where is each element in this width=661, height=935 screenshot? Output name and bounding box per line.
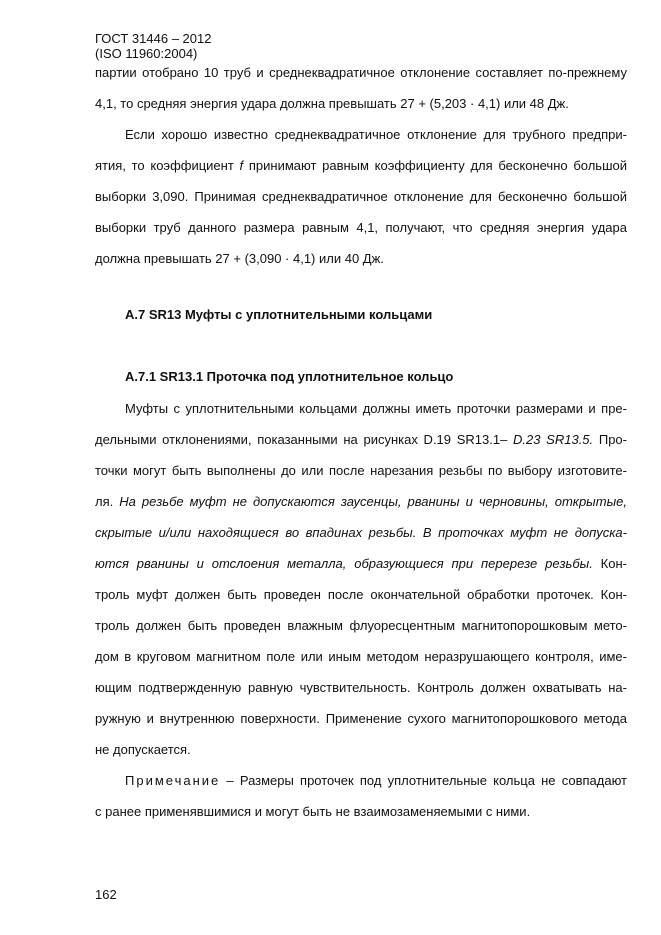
text-segment: – Размеры проточек под уплотнительные кольца не совпадают [220, 773, 627, 788]
text-line: ющим подтвержденную равную чувствительность. Контроль должен охватывать на- [95, 680, 627, 695]
paragraph-known-deviation [95, 119, 627, 274]
text-line: ружную и внутреннюю поверхности. Применение сухого магнитопорошкового метода [95, 711, 627, 726]
text-line: выборки 3,090. Принимая среднеквадратичное отклонение для бесконечно большой [95, 189, 627, 204]
section-heading-a7: А.7 SR13 Муфты с уплотнительными кольцами [125, 307, 433, 322]
text-line [95, 150, 627, 181]
text-line: не допускается. [95, 742, 191, 757]
iso-reference: (ISO 11960:2004) [95, 46, 198, 61]
text-line: партии отобрано 10 труб и среднеквадратичное отклонение составляет по-прежнему [95, 65, 627, 80]
text-segment: ятия, то коэффициент [95, 158, 240, 173]
subsection-heading-a71: А.7.1 SR13.1 Проточка под уплотнительное кольцо [125, 369, 454, 384]
coefficient-symbol: f [239, 158, 244, 173]
standard-code: ГОСТ 31446 – 2012 [95, 31, 212, 46]
italic-text-segment: ются рванины и отслоения металла, образующиеся при перерезе резьбы. [95, 556, 593, 571]
note-paragraph [95, 765, 627, 827]
figure-reference: D.23 SR13.5. [513, 432, 594, 447]
italic-text-segment: скрытые и/или находящиеся во впадинах резьбы. В проточках муфт не допуска- [95, 525, 627, 540]
text-line: Если хорошо известно среднеквадратичное отклонение для трубного предпри- [125, 127, 627, 142]
text-segment: Про- [593, 432, 627, 447]
text-segment: Кон- [592, 556, 627, 571]
note-label: Примечание [125, 773, 221, 788]
text-line [95, 486, 627, 517]
text-line: дом в круговом магнитном поле или иным методом неразрушающего контроля, име- [95, 649, 627, 664]
text-line: выборки труб данного размера равным 4,1, получают, что средняя энергия удара [95, 220, 627, 235]
text-line [95, 548, 627, 579]
text-line: троль муфт должен быть проведен после окончательной обработки проточек. Кон- [95, 587, 627, 602]
text-segment: принимают равным коэффициенту для бесконечно большой [243, 158, 628, 173]
paragraph-groove-requirements [95, 393, 627, 765]
text-line: с ранее применявшимися и могут быть не взаимозаменяемыми с ними. [95, 804, 531, 819]
text-line [95, 517, 627, 548]
text-line [95, 765, 627, 796]
text-line: Муфты с уплотнительными кольцами должны иметь проточки размерами и пре- [125, 401, 627, 416]
page-number: 162 [95, 887, 117, 902]
paragraph-energy-continued [95, 57, 627, 119]
text-line: точки могут быть выполнены до или после нарезания резьбы по выбору изготовите- [95, 463, 627, 478]
text-line [95, 424, 627, 455]
text-segment: ля. [95, 494, 120, 509]
text-segment: дельными отклонениями, показанными на рисунках D.19 SR13.1– [95, 432, 514, 447]
text-line: 4,1, то средняя энергия удара должна превышать 27 + (5,203 · 4,1) или 48 Дж. [95, 96, 569, 111]
italic-text-segment: На резьбе муфт не допускаются заусенцы, рванины и черновины, открытые, [119, 494, 627, 509]
text-line: должна превышать 27 + (3,090 · 4,1) или 40 Дж. [95, 251, 384, 266]
text-line: троль должен быть проведен влажным флуоресцентным магнитопорошковым мето- [95, 618, 627, 633]
